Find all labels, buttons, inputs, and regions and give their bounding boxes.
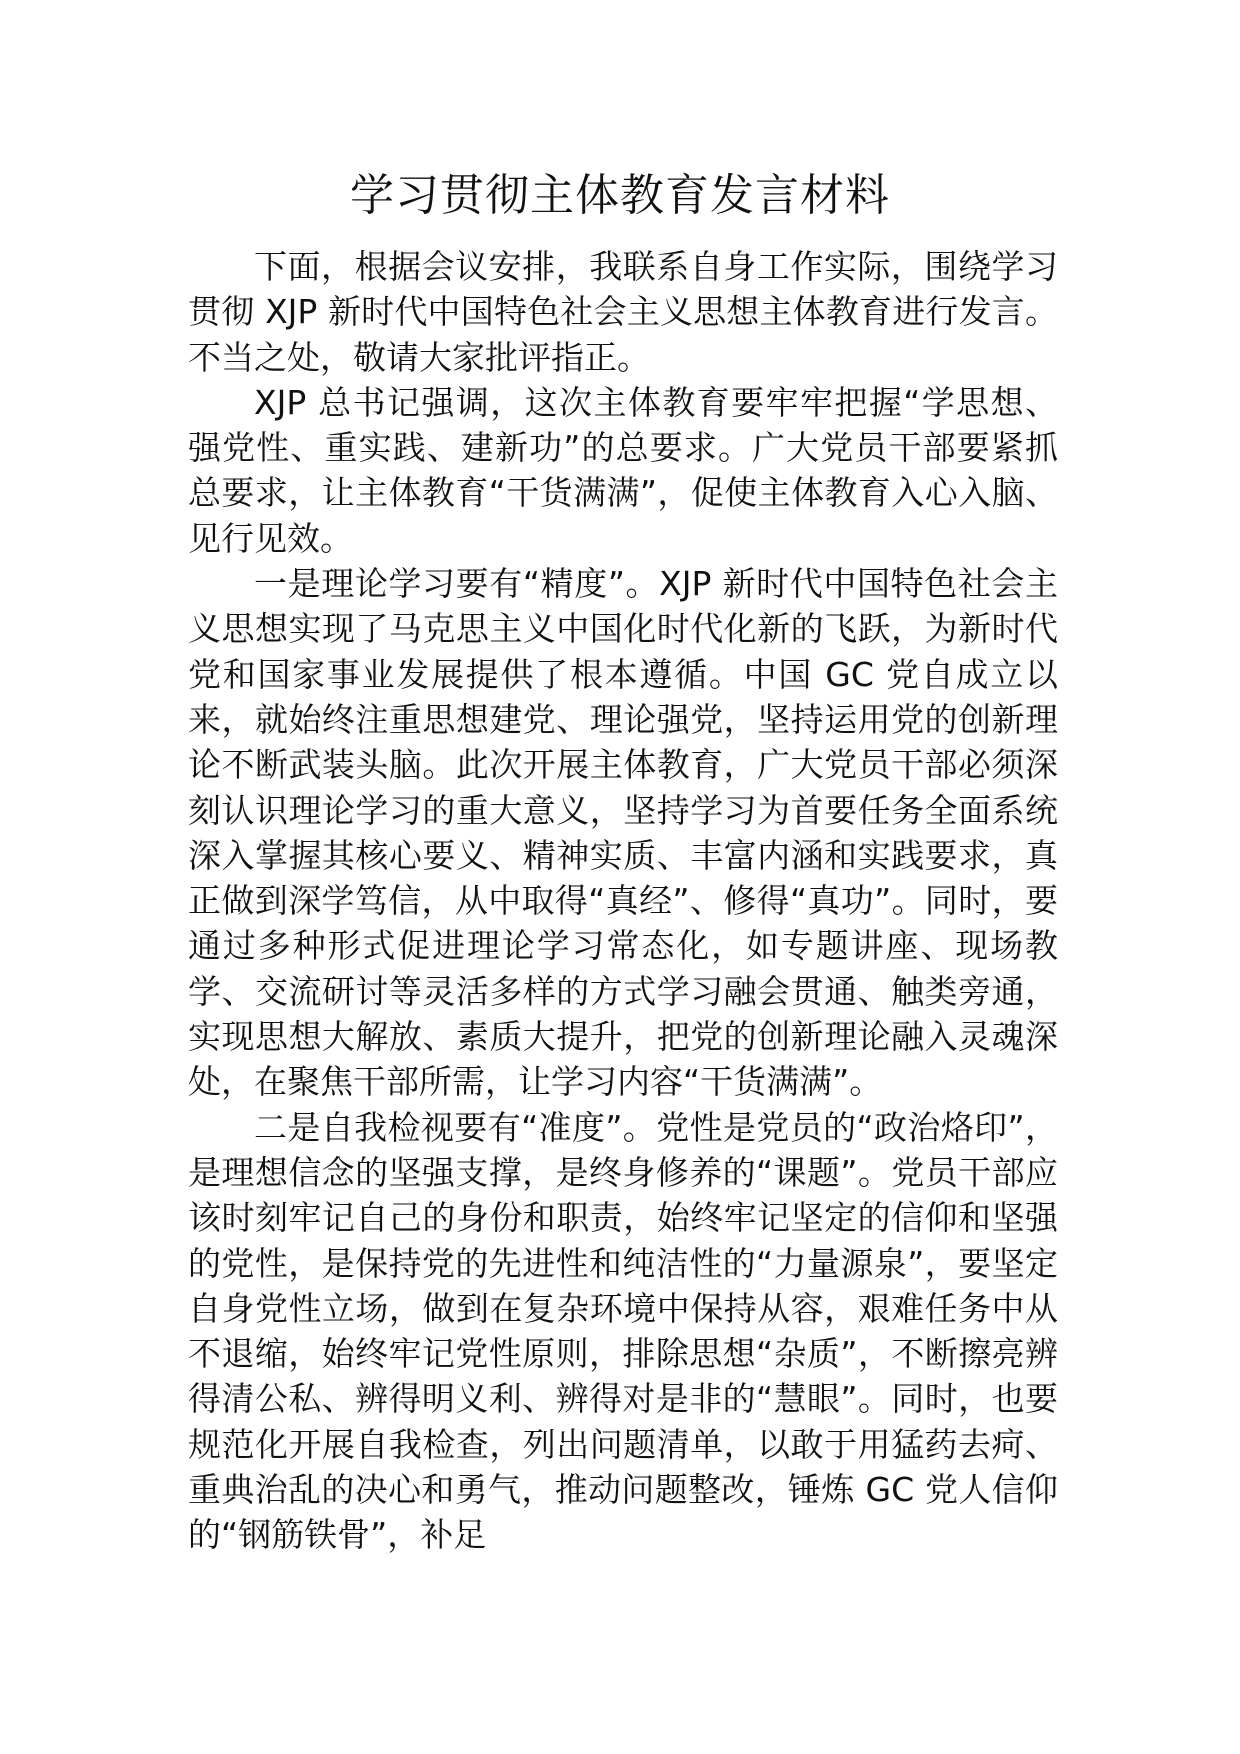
document-body [188,244,1058,1558]
paragraph-intro: 下面，根据会议安排，我联系自身工作实际，围绕学习贯彻 XJP 新时代中国特色社会主义思想主体教育进行发言。不当之处，敬请大家批评指正。 [188,247,1058,377]
document-title: 学习贯彻主体教育发言材料 [350,170,890,221]
paragraph-self-inspection: 二是自我检视要有“准度”。党性是党员的“政治烙印”，是理想信念的坚强支撑，是终身修养的“课题”。党员干部应该时刻牢记自己的身份和职责，始终牢记坚定的信仰和坚强的党性，是保持党的先进性和纯洁性的“力量源泉”，要坚定自身党性立场，做到在复杂环境中保持从容，艰难任务中从不退缩，始终牢记党性原则，排除思想“杂质”，不断擦亮辨得清公私、辨得明义利、辨得对是非的“慧眼”。同时，也要规范化开展自我检查，列出问题清单，以敢于用猛药去疴、重典治乱的决心和勇气，推动问题整改，锤炼 GC 党人信仰的“钢筋铁骨”，补足 [188,1107,1058,1555]
paragraph-requirements: XJP 总书记强调，这次主体教育要牢牢把握“学思想、强党性、重实践、建新功”的总要求。广大党员干部要紧抓总要求，让主体教育“干货满满”，促使主体教育入心入脑、见行见效。 [188,382,1058,558]
paragraph-theory-study: 一是理论学习要有“精度”。XJP 新时代中国特色社会主义思想实现了马克思主义中国化时代化新的飞跃，为新时代党和国家事业发展提供了根本遵循。中国 GC 党自成立以来，就始终注重思想建党、理论强党，坚持运用党的创新理论不断武装头脑。此次开展主体教育，广大党员干部必须深刻认识理论学习的重大意义，坚持学习为首要任务全面系统深入掌握其核心要义、精神实质、丰富内涵和实践要求，真正做到深学笃信，从中取得“真经”、修得“真功”。同时，要通过多种形式促进理论学习常态化，如专题讲座、现场教学、交流研讨等灵活多样的方式学习融会贯通、触类旁通，实现思想大解放、素质大提升，把党的创新理论融入灵魂深处，在聚焦干部所需，让学习内容“干货满满”。 [188,564,1058,1102]
